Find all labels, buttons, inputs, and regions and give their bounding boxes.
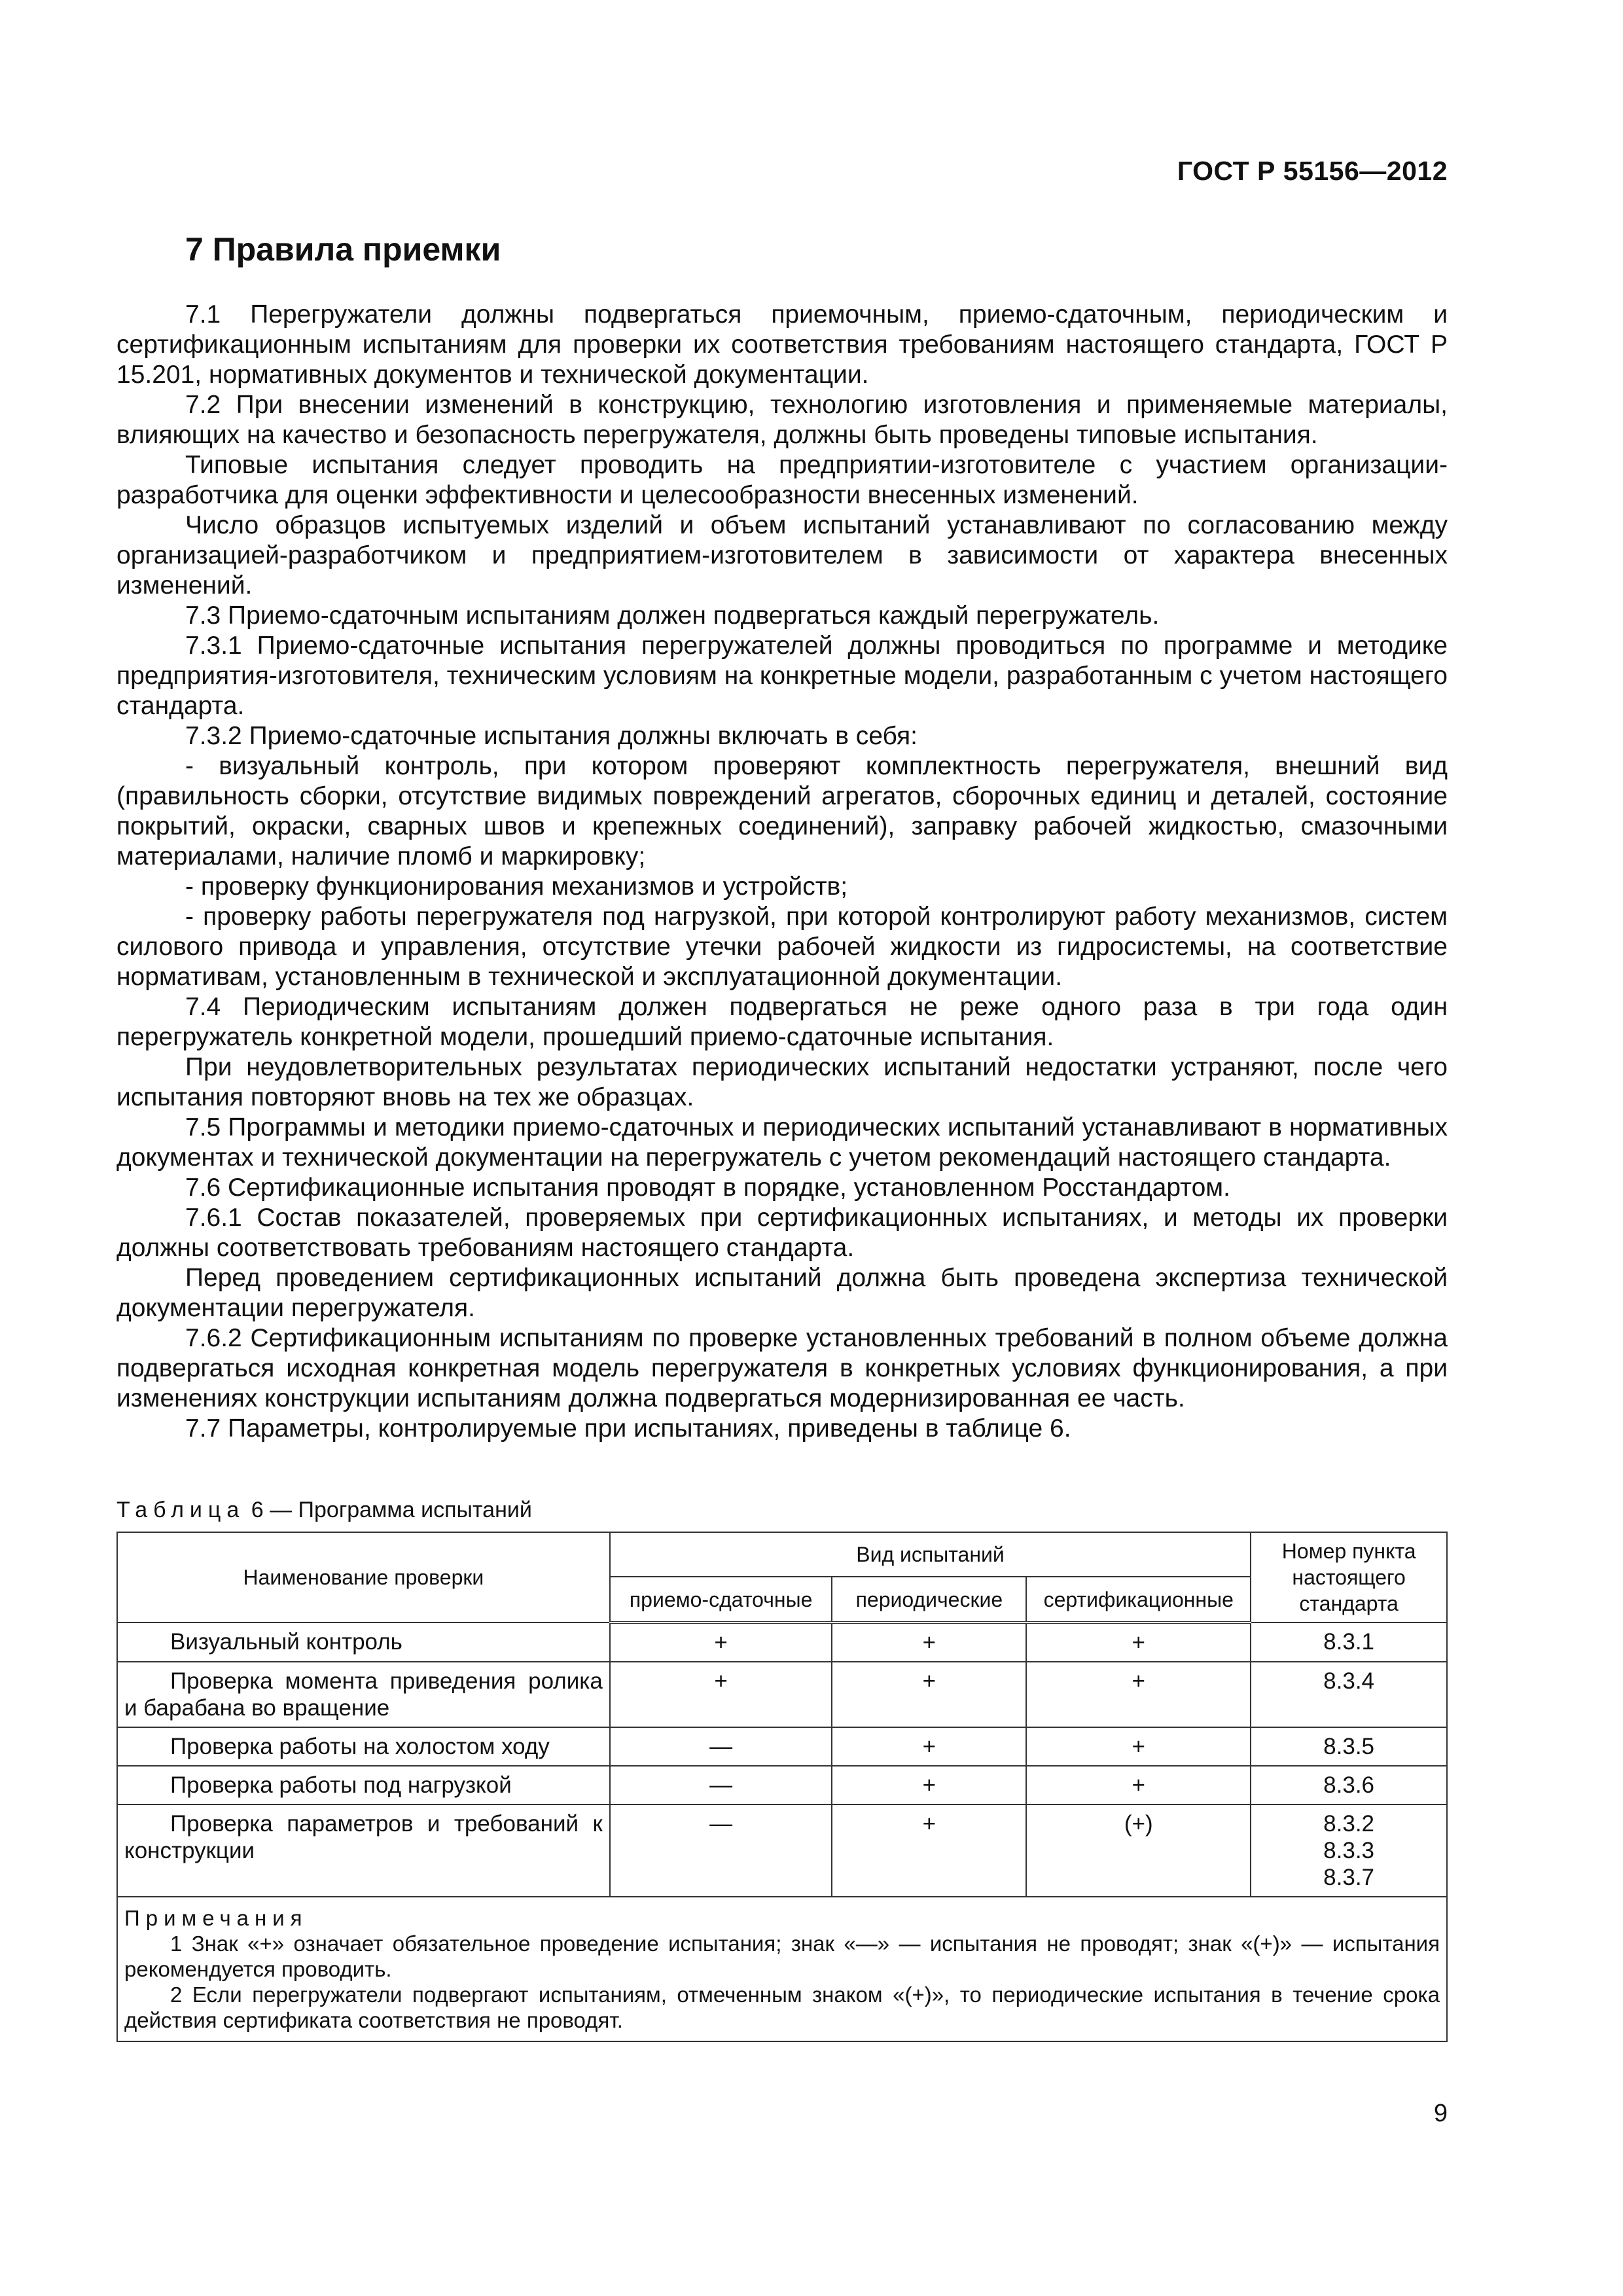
paragraph: Перед проведением сертификационных испытаний должна быть проведена экспертиза технической документации перегружателя. xyxy=(116,1264,1448,1322)
paragraph: 7.6.1 Состав показателей, проверяемых при сертификационных испытаниях, и методы их проверки должны соответствовать требованиям настоящего стандарта. xyxy=(116,1204,1448,1262)
paragraph: 7.1 Перегружатели должны подвергаться приемочным, приемо-сдаточным, периодическим и сертификационным испытаниям для проверки их соответствия требованиям настоящего стандарта, ГОСТ Р 15.201, нормативных документов и технической документации. xyxy=(116,300,1448,389)
cell-name: Визуальный контроль xyxy=(117,1623,610,1662)
header-certification: сертификационные xyxy=(1026,1577,1251,1623)
table-caption xyxy=(116,1498,532,1523)
section-body xyxy=(116,300,1448,1444)
page-number: 9 xyxy=(1433,2100,1448,2127)
paragraph: 7.3 Приемо-сдаточным испытаниям должен подвергаться каждый перегружатель. xyxy=(185,601,1160,630)
table-row xyxy=(117,1662,1447,1727)
note-item: 1 Знак «+» означает обязательное проведение испытания; знак «—» — испытания не проводят; знак «(+)» — испытания рекомендуется проводить. xyxy=(124,1931,1440,1981)
cell-clause: 8.3.4 xyxy=(1251,1662,1447,1727)
cell-acceptance: — xyxy=(610,1727,832,1766)
header-periodic: периодические xyxy=(832,1577,1026,1623)
cell-acceptance: + xyxy=(610,1623,832,1662)
cell-periodic: + xyxy=(832,1766,1026,1804)
cell-periodic: + xyxy=(832,1662,1026,1727)
cell-certification: + xyxy=(1026,1727,1251,1766)
table-caption-prefix: Таблица xyxy=(116,1498,245,1522)
paragraph: 7.4 Периодическим испытаниям должен подвергаться не реже одного раза в три года один перегружатель конкретной модели, прошедший приемо-сдаточные испытания. xyxy=(116,993,1448,1051)
cell-name: Проверка момента приведения ролика и барабана во вращение xyxy=(117,1662,610,1727)
cell-acceptance: — xyxy=(610,1804,832,1897)
table-caption-title: 6 — Программа испытаний xyxy=(245,1498,532,1522)
paragraph: 7.6.2 Сертификационным испытаниям по проверке установленных требований в полном объеме должна подвергаться исходная конкретная модель перегружателя в конкретных условиях функционирования, а при изменениях конструкции испытаниям должна подвергаться модернизированная ее часть. xyxy=(116,1324,1448,1412)
section-title: 7 Правила приемки xyxy=(185,231,501,268)
table-notes-row xyxy=(117,1897,1447,2041)
header-acceptance: приемо-сдаточные xyxy=(610,1577,832,1623)
cell-certification: (+) xyxy=(1026,1804,1251,1897)
cell-certification: + xyxy=(1026,1766,1251,1804)
table-row xyxy=(117,1727,1447,1766)
cell-name: Проверка работы на холостом ходу xyxy=(117,1727,610,1766)
cell-certification: + xyxy=(1026,1623,1251,1662)
cell-clause: 8.3.5 xyxy=(1251,1727,1447,1766)
cell-acceptance: + xyxy=(610,1662,832,1727)
paragraph: 7.2 При внесении изменений в конструкцию, технологию изготовления и применяемые материалы, влияющих на качество и безопасность перегружателя, должны быть проведены типовые испытания. xyxy=(116,391,1448,449)
paragraph: 7.3.2 Приемо-сдаточные испытания должны включать в себя: xyxy=(185,722,918,750)
document-code: ГОСТ Р 55156—2012 xyxy=(1177,156,1448,186)
cell-name: Проверка работы под нагрузкой xyxy=(117,1766,610,1804)
notes-title: Примечания xyxy=(124,1906,308,1930)
test-program-table xyxy=(116,1532,1448,2042)
note-item: 2 Если перегружатели подвергают испытаниям, отмеченным знаком «(+)», то периодические испытания в течение срока действия сертификата соответствия не проводят. xyxy=(124,1982,1440,2032)
table-header-row xyxy=(117,1532,1447,1577)
cell-periodic: + xyxy=(832,1623,1026,1662)
cell-name: Проверка параметров и требований к конструкции xyxy=(117,1804,610,1897)
paragraph: - визуальный контроль, при котором проверяют комплектность перегружателя, внешний вид (правильность сборки, отсутствие видимых повреждений агрегатов, сборочных единиц и деталей, состояние покрытий, окраски, сварных швов и крепежных соединений), заправку рабочей жидкостью, смазочными материалами, наличие пломб и маркировку; xyxy=(116,752,1448,870)
table-row xyxy=(117,1766,1447,1804)
paragraph: 7.3.1 Приемо-сдаточные испытания перегружателей должны проводиться по программе и методике предприятия-изготовителя, техническим условиям на конкретные модели, разработанным с учетом настоящего стандарта. xyxy=(116,632,1448,720)
table-row xyxy=(117,1804,1447,1897)
table-row xyxy=(117,1623,1447,1662)
cell-clause: 8.3.2 8.3.3 8.3.7 xyxy=(1251,1804,1447,1897)
cell-periodic: + xyxy=(832,1727,1026,1766)
paragraph: При неудовлетворительных результатах периодических испытаний недостатки устраняют, после чего испытания повторяют вновь на тех же образцах. xyxy=(116,1053,1448,1111)
cell-periodic: + xyxy=(832,1804,1026,1897)
paragraph: 7.6 Сертификационные испытания проводят в порядке, установленном Росстандартом. xyxy=(185,1174,1230,1202)
paragraph: Типовые испытания следует проводить на предприятии-изготовителе с участием организации-разработчика для оценки эффективности и целесообразности внесенных изменений. xyxy=(116,451,1448,509)
paragraph: - проверку работы перегружателя под нагрузкой, при которой контролируют работу механизмов, систем силового привода и управления, отсутствие утечки рабочей жидкости из гидросистемы, на соответствие нормативам, установленным в технической и эксплуатационной документации. xyxy=(116,903,1448,991)
cell-clause: 8.3.1 xyxy=(1251,1623,1447,1662)
paragraph: Число образцов испытуемых изделий и объем испытаний устанавливают по согласованию между организацией-разработчиком и предприятием-изготовителем в зависимости от характера внесенных изменений. xyxy=(116,511,1448,600)
header-kind: Вид испытаний xyxy=(610,1532,1251,1577)
header-clause: Номер пункта настоящего стандарта xyxy=(1251,1532,1447,1623)
cell-acceptance: — xyxy=(610,1766,832,1804)
paragraph: - проверку функционирования механизмов и устройств; xyxy=(185,872,848,901)
paragraph: 7.5 Программы и методики приемо-сдаточных и периодических испытаний устанавливают в нормативных документах и технической документации на перегружатель с учетом рекомендаций настоящего стандарта. xyxy=(116,1113,1448,1172)
header-name: Наименование проверки xyxy=(117,1532,610,1623)
cell-certification: + xyxy=(1026,1662,1251,1727)
paragraph: 7.7 Параметры, контролируемые при испытаниях, приведены в таблице 6. xyxy=(185,1414,1071,1443)
table-notes xyxy=(117,1897,1447,2041)
cell-clause: 8.3.6 xyxy=(1251,1766,1447,1804)
